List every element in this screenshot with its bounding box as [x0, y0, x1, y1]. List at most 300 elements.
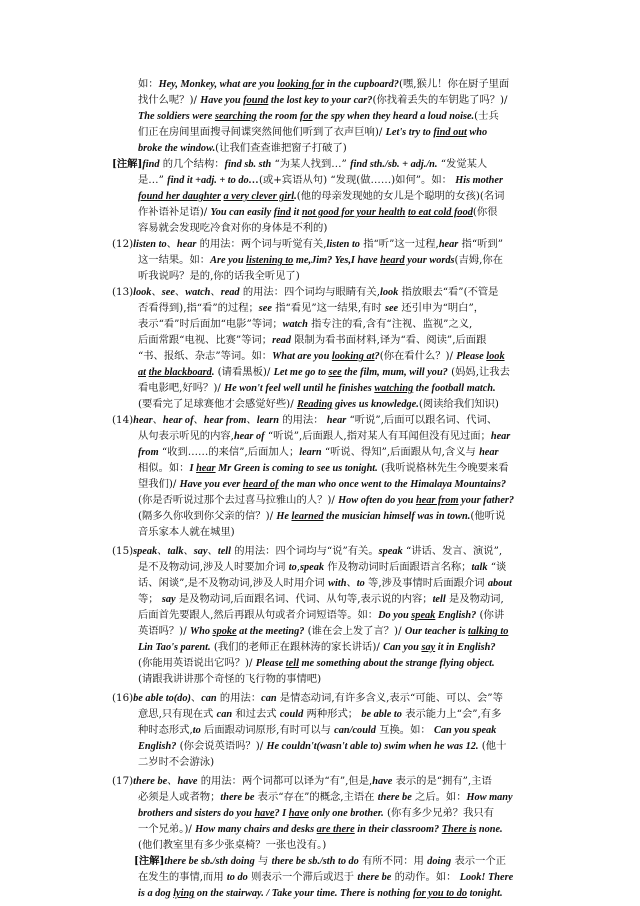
- text-span: 、: [157, 545, 168, 557]
- note-label: [注解]: [134, 855, 165, 867]
- text-line: [112, 543, 550, 559]
- english-example: with: [328, 578, 347, 589]
- english-example: can/could: [334, 725, 376, 736]
- english-example: to eat cold food: [407, 207, 473, 218]
- english-example: .: [294, 191, 297, 202]
- english-example: find out: [433, 127, 467, 138]
- english-example: read: [272, 335, 291, 346]
- text-span: “讲话、发言、演说”,: [402, 545, 503, 557]
- text-span: 与: [254, 855, 272, 867]
- text-line: [112, 623, 550, 639]
- english-example: There is: [441, 824, 477, 835]
- text-span: 、: [151, 286, 162, 298]
- english-example: be able to: [361, 709, 402, 720]
- text-line: [112, 252, 550, 268]
- text-line: [112, 508, 550, 524]
- text-span: 相似。如：: [138, 462, 190, 474]
- text-line: [112, 220, 550, 236]
- english-example: say: [421, 642, 436, 653]
- text-line: [112, 639, 550, 655]
- text-span: 表示的是“拥有”,主语: [392, 775, 492, 787]
- text-line: [112, 412, 550, 428]
- english-example: me something about the strange flying object.: [298, 658, 495, 669]
- english-example: find: [273, 207, 291, 218]
- text-span: 、: [246, 414, 257, 426]
- text-span: (我们的老师正在跟林涛的家长讲话)/: [210, 641, 384, 653]
- english-example: brothers and sisters do you: [138, 808, 255, 819]
- english-example: the spy when they heard a loud noise.: [312, 111, 475, 122]
- text-span: ,: [296, 561, 300, 573]
- text-span: 、: [174, 286, 186, 298]
- document-body: [112, 76, 550, 901]
- text-span: 、: [167, 775, 178, 787]
- note-label: [注解]: [112, 158, 143, 170]
- english-example: Are you: [210, 255, 247, 266]
- text-span: 的动作。如：: [391, 871, 460, 883]
- text-span: 等；: [138, 593, 162, 605]
- text-span: 之后。如：: [411, 791, 467, 803]
- english-example: listen to: [326, 239, 360, 250]
- english-example: talk: [471, 562, 488, 573]
- text-span: 容易就会发现吃冷食对你的身体是不利的): [138, 222, 328, 234]
- english-example: Have you ever: [179, 479, 243, 490]
- english-example: speak: [378, 546, 403, 557]
- english-example: is a dog: [138, 888, 174, 899]
- text-span: 指专注的看,含有“注视、监视”之义,: [307, 318, 473, 330]
- english-example: say: [193, 546, 208, 557]
- text-span: 看电影吧,好吗？)/: [138, 382, 225, 394]
- english-example: watching: [374, 383, 414, 394]
- english-example: say: [161, 594, 176, 605]
- english-example: none.: [476, 824, 503, 835]
- english-example: a very clever girl: [223, 191, 295, 202]
- english-example: found: [243, 95, 269, 106]
- english-example: at: [138, 367, 147, 378]
- text-line: [112, 428, 550, 444]
- english-example: find sb. sth: [224, 159, 272, 170]
- english-example: at the meeting?: [236, 626, 305, 637]
- text-line: [112, 188, 550, 204]
- english-example: there be: [220, 792, 255, 803]
- text-span: “为某人找到…”: [271, 158, 351, 170]
- english-example: How many: [466, 792, 513, 803]
- english-example: ?: [374, 351, 380, 362]
- english-example: His mother: [455, 175, 503, 186]
- english-example: Have you: [200, 95, 244, 106]
- text-line: [112, 284, 550, 300]
- text-span: (他十: [478, 740, 507, 752]
- english-example: hear of: [162, 415, 194, 426]
- english-example: there be sb./sth doing: [164, 856, 255, 867]
- text-span: 、: [183, 545, 194, 557]
- english-example: Let me go to: [273, 367, 329, 378]
- text-span: (让我们查查谁把窗子打破了): [215, 142, 347, 154]
- text-line: [112, 204, 550, 220]
- english-example: English?: [435, 610, 477, 621]
- english-example: look: [133, 287, 152, 298]
- text-span: 、: [190, 692, 202, 704]
- english-example: Do you: [378, 610, 412, 621]
- text-span: 如：: [138, 78, 159, 90]
- text-span: “谈: [487, 561, 507, 573]
- text-line: [112, 738, 550, 754]
- english-example: about: [487, 578, 512, 589]
- text-line: [112, 591, 550, 607]
- english-example: tell: [285, 658, 299, 669]
- text-span: 是及物动词,: [445, 593, 504, 605]
- text-span: 、: [193, 414, 204, 426]
- english-example: hear from: [415, 495, 459, 506]
- english-example: speak: [133, 546, 158, 557]
- text-span: (他听说: [470, 510, 506, 522]
- text-span: 后面首先要跟人,然后再跟从句或者介词短语等。如：: [138, 609, 379, 621]
- english-example: look: [379, 287, 399, 298]
- english-example: to: [288, 562, 297, 573]
- text-span: 表示“存在”的概念,主语在: [254, 791, 378, 803]
- english-example: tonight.: [467, 888, 503, 899]
- text-span: (16): [112, 692, 134, 704]
- text-span: 的用法：四个词均与眼睛有关,: [239, 286, 380, 298]
- text-line: [112, 559, 550, 575]
- english-example: me,Jim? Yes,I have: [293, 255, 381, 266]
- text-line: [112, 869, 550, 885]
- text-line: [112, 92, 550, 108]
- text-span: (隔多久你收到你父亲的信？)/: [138, 510, 277, 522]
- text-span: (他的母亲发现她的女儿是个聪明的女孩)(名词: [296, 190, 505, 202]
- text-line: [112, 492, 550, 508]
- text-span: (12): [112, 238, 134, 250]
- text-span: 英语吗？)/: [138, 625, 190, 637]
- text-span: 音乐家本人就在城里): [138, 526, 235, 538]
- english-example: Reading: [296, 399, 333, 410]
- text-span: (妈妈,让我去: [447, 366, 510, 378]
- english-example: doing: [427, 856, 452, 867]
- text-span: (你在看什么？)/: [379, 350, 457, 362]
- text-line: [112, 348, 550, 364]
- text-line: [112, 805, 550, 821]
- text-span: 指“听到”: [458, 238, 503, 250]
- text-span: (你讲: [476, 609, 505, 621]
- english-example: heard of: [242, 479, 279, 490]
- text-span: (我听说格林先生今晚要来看: [377, 462, 509, 474]
- text-span: 作补语补足语)/: [138, 206, 211, 218]
- english-example: be able to(do): [133, 693, 191, 704]
- english-example: have: [288, 808, 309, 819]
- text-span: 、: [210, 286, 221, 298]
- text-span: 意思,只有现在式: [138, 708, 217, 720]
- english-example: Mr Green is coming to see us tonight.: [215, 463, 378, 474]
- english-example: the football match.: [413, 383, 496, 394]
- english-example: Lin Tao's parent.: [138, 642, 211, 653]
- text-span: 找什么呢？)/: [138, 94, 201, 106]
- english-example: listen to: [133, 239, 167, 250]
- text-span: 后面常跟“电视、比赛”等词；: [138, 334, 273, 346]
- text-span: 种时态形式,: [138, 724, 193, 736]
- english-example: Let's try to: [385, 127, 434, 138]
- english-example: How often do you: [338, 495, 416, 506]
- text-span: 等,涉及事情时后面跟介词: [364, 577, 488, 589]
- text-span: 表示“看”时后面加“电影”等词；: [138, 318, 283, 330]
- text-line: [112, 332, 550, 348]
- text-span: 从句表示听见的内容,: [138, 430, 234, 442]
- english-example: your words: [404, 255, 455, 266]
- text-span: 的用法：: [216, 692, 262, 704]
- english-example: hear from: [203, 415, 247, 426]
- english-example: your father?: [458, 495, 515, 506]
- text-span: 是不及物动词,涉及人时要加介词: [138, 561, 289, 573]
- text-line: [112, 380, 550, 396]
- text-span: 必须是人或者物；: [138, 791, 221, 803]
- english-example: hear of: [233, 431, 265, 442]
- english-example: watch: [185, 287, 211, 298]
- text-span: 、: [207, 545, 218, 557]
- text-span: 和过去式: [232, 708, 280, 720]
- text-span: “收到……的来信”,后面加人；: [158, 446, 300, 458]
- text-line: [112, 140, 550, 156]
- english-example: have: [372, 776, 393, 787]
- english-example: hear: [196, 463, 216, 474]
- english-example: hear: [176, 239, 197, 250]
- english-example: have: [254, 808, 275, 819]
- text-span: (或+宾语从句) “发现(做……)如何”。如：: [258, 174, 456, 186]
- text-line: [112, 236, 550, 252]
- english-example: on the stairway. / Take your time. There is nothing: [194, 888, 414, 899]
- text-line: [112, 671, 550, 687]
- text-span: 后面跟动词原形,有时可以与: [200, 724, 335, 736]
- text-span: 的用法：四个词均与“说”有关。: [230, 545, 379, 557]
- english-example: there be: [377, 792, 412, 803]
- text-span: 是…”: [138, 174, 168, 186]
- text-line: [112, 837, 550, 853]
- text-line: [112, 316, 550, 332]
- text-span: (你能用英语说出它吗？)/: [138, 657, 256, 669]
- text-span: (请看黑板)/: [214, 366, 274, 378]
- text-span: 们正在房间里面搜寻间谍突然间他们听到了衣声巨响)/: [138, 126, 386, 138]
- english-example: hear: [490, 431, 511, 442]
- text-span: 作及物动词时后面跟语言名称；: [324, 561, 472, 573]
- text-span: “听说、得知”,后面跟从句,含义与: [321, 446, 480, 458]
- english-example: gives us knowledge.: [332, 399, 419, 410]
- english-example: spoke: [212, 626, 237, 637]
- english-example: can: [216, 709, 233, 720]
- english-example: hear: [326, 415, 347, 426]
- text-span: (15): [112, 545, 134, 557]
- text-span: (你是否听说过那个去过喜马拉雅山的人？)/: [138, 494, 339, 506]
- english-example: there be sb./sth to do: [271, 856, 359, 867]
- english-example: not good for your health: [301, 207, 406, 218]
- text-span: 表示一个正: [451, 855, 506, 867]
- text-span: 的用法：两个词都可以译为“有”,但是,: [197, 775, 373, 787]
- text-span: 在发生的事情,而用: [138, 871, 227, 883]
- english-example: You can easily: [210, 207, 274, 218]
- english-example: searching: [214, 111, 257, 122]
- text-line: [112, 789, 550, 805]
- text-span: (14): [112, 414, 134, 426]
- text-span: 有所不同：用: [358, 855, 428, 867]
- text-span: (17): [112, 775, 134, 787]
- english-example: there be: [133, 776, 168, 787]
- english-example: heard: [380, 255, 405, 266]
- english-example: looking for: [277, 79, 325, 90]
- text-span: (阅读给我们知识): [418, 398, 499, 410]
- text-span: 表示能力上“会”,有多: [401, 708, 502, 720]
- english-example: learned: [291, 511, 324, 522]
- english-example: tell: [432, 594, 446, 605]
- english-example: Please: [456, 351, 487, 362]
- english-example: can: [261, 693, 277, 704]
- english-example: learn: [256, 415, 280, 426]
- english-example: watch: [282, 319, 308, 330]
- english-example: the film, mum, will you?: [341, 367, 448, 378]
- text-line: [112, 773, 550, 789]
- text-span: 指“听”这一过程,: [359, 238, 439, 250]
- text-line: [112, 460, 550, 476]
- english-example: listening to: [246, 255, 294, 266]
- english-example: the man who once went to the Himalaya Mountains?: [278, 479, 507, 490]
- text-line: [112, 444, 550, 460]
- english-example: in the cupboard?: [324, 79, 399, 90]
- text-span: 是及物动词,后面跟名词、代词、从句等,表示说的内容；: [175, 593, 433, 605]
- text-span: 话、闲谈”,是不及物动词,涉及人时用介词: [138, 577, 329, 589]
- english-example: broke the window.: [138, 143, 216, 154]
- text-span: “发觉某人: [437, 158, 488, 170]
- english-example: see: [384, 303, 399, 314]
- text-span: “听说”,后面可以跟名词、代词、: [346, 414, 498, 426]
- english-example: Who: [189, 626, 213, 637]
- text-span: 的用法：: [279, 414, 327, 426]
- text-span: 的用法：两个词与听觉有关,: [196, 238, 327, 250]
- english-example: in their classroom?: [354, 824, 442, 835]
- english-example: to do: [226, 872, 248, 883]
- text-line: [112, 124, 550, 140]
- text-span: 、: [152, 414, 163, 426]
- english-example: there be: [357, 872, 392, 883]
- text-line: [112, 76, 550, 92]
- english-example: from: [138, 447, 159, 458]
- text-span: (你有多少兄弟？我只有: [383, 807, 494, 819]
- english-example: found her daughter: [138, 191, 221, 202]
- text-span: (请跟我讲讲那个奇怪的飞行物的事情吧): [138, 673, 322, 685]
- text-line: [112, 853, 550, 869]
- english-example: read: [220, 287, 240, 298]
- text-span: (士兵: [474, 110, 499, 122]
- text-line: [112, 706, 550, 722]
- text-line: [112, 575, 550, 591]
- english-example: hear: [133, 415, 153, 426]
- text-line: [112, 722, 550, 738]
- english-example: How many chairs and desks: [195, 824, 317, 835]
- english-example: The soldiers were: [138, 111, 215, 122]
- text-span: 听我说吗？是的,你的话我全听见了): [138, 270, 300, 282]
- english-example: find it +adj. + to do…: [167, 175, 259, 186]
- text-line: [112, 885, 550, 901]
- english-example: to: [192, 725, 201, 736]
- english-example: the musician himself was in town.: [323, 511, 471, 522]
- text-span: (他们教室里有多少张桌椅？一张也没有。): [138, 839, 327, 851]
- text-span: 、: [346, 577, 357, 589]
- english-example: Hey, Monkey, what are you: [158, 79, 278, 90]
- english-example: find: [142, 159, 160, 170]
- text-line: [112, 364, 550, 380]
- english-example: ? I: [274, 808, 289, 819]
- english-example: English?: [138, 741, 177, 752]
- english-example: have: [177, 776, 198, 787]
- english-example: speak: [300, 562, 325, 573]
- text-line: [112, 268, 550, 284]
- text-line: [112, 655, 550, 671]
- text-span: (要看完了足球赛他才会感觉好些)/: [138, 398, 297, 410]
- text-line: [112, 476, 550, 492]
- english-example: talking to: [468, 626, 509, 637]
- english-example: Can you: [383, 642, 422, 653]
- english-example: see: [328, 367, 342, 378]
- english-example: lying: [173, 888, 195, 899]
- text-span: (你很: [472, 206, 498, 218]
- english-example: only one brother.: [308, 808, 384, 819]
- text-line: [112, 524, 550, 540]
- text-span: 二岁时不会游泳): [138, 756, 215, 768]
- text-span: 还引申为“明白”，: [398, 302, 485, 314]
- english-example: the lost key to your car?: [268, 95, 373, 106]
- text-span: (你会说英语吗？)/: [176, 740, 267, 752]
- english-example: Please: [255, 658, 286, 669]
- text-span: 这一结果。如：: [138, 254, 211, 266]
- text-span: 两种形式；: [303, 708, 362, 720]
- text-span: 互换。如：: [375, 724, 434, 736]
- english-example: the blackboard: [148, 367, 212, 378]
- english-example: hear: [438, 239, 459, 250]
- english-example: for: [299, 111, 313, 122]
- english-example: talk: [167, 546, 184, 557]
- english-example: looking at: [331, 351, 375, 362]
- text-line: [112, 156, 550, 172]
- text-span: 的几个结构：: [159, 158, 225, 170]
- text-span: (吉姆,你在: [454, 254, 503, 266]
- text-line: [112, 300, 550, 316]
- english-example: .: [211, 367, 215, 378]
- english-example: it: [290, 207, 302, 218]
- text-line: [112, 754, 550, 770]
- english-example: He won't feel well until he finishes: [224, 383, 375, 394]
- english-example: He: [276, 511, 292, 522]
- text-span: 指放眼去“看”(不管是: [398, 286, 499, 298]
- text-line: [112, 607, 550, 623]
- text-span: 、: [166, 238, 177, 250]
- english-example: the room: [256, 111, 300, 122]
- english-example: speak: [411, 610, 436, 621]
- english-example: to: [356, 578, 365, 589]
- text-span: “听说”,后面跟人,指对某人有耳闻但没有见过面；: [264, 430, 491, 442]
- text-line: [112, 821, 550, 837]
- text-span: 望我们)/: [138, 478, 180, 490]
- english-example: Our teacher is: [404, 626, 469, 637]
- english-example: it in English?: [435, 642, 496, 653]
- text-span: “书、报纸、杂志”等词。如：: [138, 350, 273, 362]
- english-example: What are you: [272, 351, 332, 362]
- english-example: I: [189, 463, 197, 474]
- english-example: learn: [299, 447, 322, 458]
- text-span: (你找着丢失的车钥匙了吗？)/: [372, 94, 508, 106]
- text-span: 限制为看书面材料,译为“看、阅读”,后面跟: [290, 334, 487, 346]
- english-example: for you to do: [413, 888, 468, 899]
- english-example: hear: [479, 447, 499, 458]
- english-example: see: [258, 303, 272, 314]
- english-example: find sth./sb. + adj./n.: [350, 159, 438, 170]
- text-line: [112, 108, 550, 124]
- text-span: 指“看见”这一结果,有时: [271, 302, 385, 314]
- text-line: [112, 172, 550, 188]
- english-example: look: [486, 351, 505, 362]
